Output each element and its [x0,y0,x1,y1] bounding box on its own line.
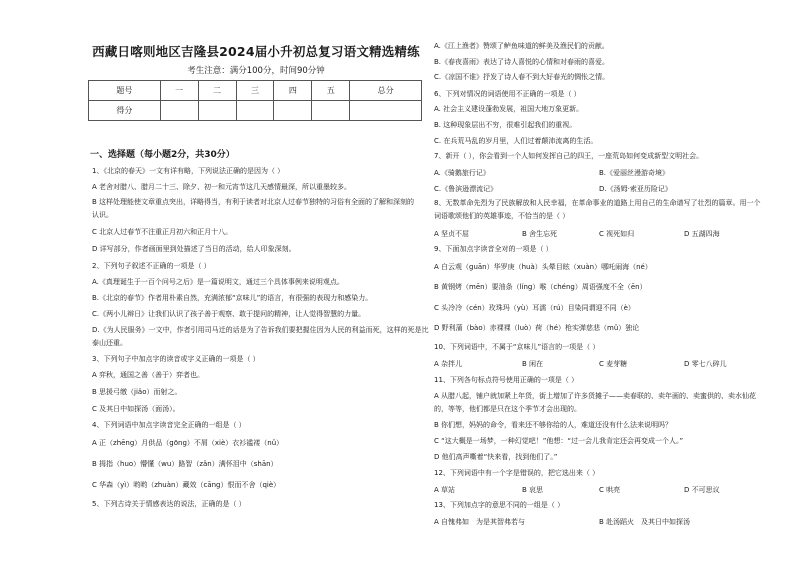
option-line: C.《两小儿辩日》让我们认识了孩子善于观察、敢于提问的精神，让人觉得智慧的力量。 [92,310,366,318]
option-line: D 野利蒲（bào）赤裸裸（luò）荷（hé）枪实弹慈悲（mǔ）独论 [434,324,640,332]
option-line: 认识。 [92,211,113,219]
option-row [434,359,784,369]
option-d: D.《汤姆·索亚历险记》 [599,185,672,193]
option-line: A 正（zhēng）月供品（gōng）不屑（xiè）衣衫褴褛（nǔ） [92,439,284,447]
option-line: B 黄钢烤（mēn）要油条（líng）喉（chéng）周语强度不全（ēn） [434,283,647,291]
option-d: D 五湖四海 [684,230,720,238]
option-b: B 赴汤蹈火 及其日中如探汤 [599,518,691,526]
score-header-cell: 一 [160,81,198,101]
option-line: A.《江上渔者》赞颂了鲈鱼味道的鲜美及渔民们的贡献。 [434,42,609,50]
score-cell [350,101,422,121]
score-header-cell: 四 [274,81,312,101]
option-b: B.《爱丽丝漫游奇境》 [599,169,670,177]
score-table-row [89,101,422,121]
question-line: 5、下列古诗关于情感表达的说法，正确的是（ ） [92,500,246,508]
question-line: 3、下列句子中加点字的读音或字义正确的一项是（ ） [92,355,260,363]
option-d: D 零七八碎儿 [684,360,727,368]
score-table [88,80,422,121]
question-line: 8、无数革命先烈为了民族解放和人民幸福，在革命事业的道路上用自己的生命谱写了壮烈的篇章。用一个 [434,199,761,207]
option-line: A.《真理诞生于一百个问号之后》是一篇说明文，通过三个具体事例来说明观点。 [92,278,344,286]
option-b: B 闲在 [522,360,544,368]
question-line: 7、新开（ ），你会看到一个人如何发挥自己的四王，一座荒岛如何变成新型文明社会。 [434,152,704,160]
option-line: A 弈秋，通国之善（善于）弈者也。 [92,371,205,379]
option-c: C.《鲁滨逊漂流记》 [434,185,498,193]
option-line: C. 在兵荒马乱的岁月里，人们过着颠沛流离的生活。 [434,137,598,145]
option-line: 泰山还重。 [92,339,127,347]
score-cell [312,101,350,121]
option-line: B.《春夜喜雨》表达了诗人喜悦的心情和对春雨的喜爱。 [434,58,610,66]
option-a: A.《骑鹅旅行记》 [434,169,490,177]
option-line: C “这大概是一场梦，一种幻觉吧！”他想：“过一会儿我肯定还会再变成一个人。” [434,437,684,445]
option-line: C 及其日中如探汤（面汤）。 [92,405,180,413]
score-header-cell: 五 [312,81,350,101]
option-a: A 坚贞不屈 [434,230,470,238]
question-line: 13、下列加点字的意思不同的一组是（ ） [434,501,565,509]
option-a: A 自愧弗如 为是其智弗若与 [434,518,526,526]
question-line: 10、下列词语中，不属于“京味儿”语言的一项是（ ） [434,343,600,351]
option-line: C 北京人过春节不注重正月初六和正月十八。 [92,228,233,236]
option-line: B 拇指（huo）懵懂（wu）路智（zǎn）满怀泪中（shān） [92,460,278,468]
option-c: C 视死如归 [599,230,635,238]
option-b: B 舍生忘死 [522,230,558,238]
option-line: B.《北京的春节》作者用朴素自然，充满浓郁“京味儿”的语言，有很强的表现力和感染力。 [92,294,373,302]
option-line: A 从腊八起，铺户就加紧上年货，街上增加了许多货摊子——卖春联的、卖年画的、卖蜜供的、卖水仙花 [434,392,757,400]
option-line: A 白云观（guān）华罗庚（huà）头晕目眩（xuàn）哪吒闹海（né） [434,263,652,271]
score-table-header-row [89,81,422,101]
option-line: C 华森（yì）哟哟（zhuàn）藏效（cāng）恨而不舍（qiè） [92,481,281,489]
question-line: 9、下面加点字读音全对的一项是（ ） [434,245,553,253]
option-row [434,229,784,239]
score-row-label: 得分 [89,101,161,121]
option-row [434,517,784,527]
score-header-cell: 三 [236,81,274,101]
score-cell [198,101,236,121]
score-cell [160,101,198,121]
question-line: 6、下列对情况的词语使用不正确的一项是（ ） [434,90,581,98]
question-line: 11、下列各句标点符号使用正确的一项是（ ） [434,376,579,384]
option-b: B 哀思 [522,486,544,494]
question-line: 12、下列词语中有一个字是错误的，把它选出来（ ） [434,469,600,477]
section-heading: 一、选择题（每小题2分，共30分） [90,150,235,160]
option-line: D 他们高声嘶着“快来看，找到他们了。” [434,453,558,461]
option-row [434,168,784,178]
option-row [434,184,784,194]
option-line: 的，等等，他们都是只在这个季节才会出现的。 [434,405,581,413]
option-c: C 麦芽糖 [599,360,628,368]
score-header-cell: 题号 [89,81,161,101]
option-line: C.《凉国不谁》抒发了诗人春不到大好春光的惆怅之情。 [434,73,610,81]
page-title: 西藏日喀则地区吉隆县2024届小升初总复习语文精选精练 [92,44,420,59]
option-line: B 思援弓缴（jiǎo）而射之。 [92,388,182,396]
option-d: D 不可思议 [684,486,720,494]
option-line: A. 社会主义建设蓬勃发展，祖国大地万象更新。 [434,105,584,113]
option-line: B 这样处理能使文章重点突出，详略得当，有利于读者对北京人过春节独特的习俗有全面的了解和深刻的 [92,198,415,206]
score-cell [274,101,312,121]
option-a: A 草站 [434,486,456,494]
option-row [434,485,784,495]
exam-notice: 考生注意：满分100分，时间90分钟 [187,66,325,76]
score-header-cell: 二 [198,81,236,101]
option-line: C 头冷冷（cén）玫珠玛（yù）耳濡（rú）目染同谓迎不同（è） [434,304,635,312]
question-line: 2、下列句子叙述不正确的一项是（ ） [92,262,211,270]
question-line: 4、下列词语中加点字读音完全正确的一组是（ ） [92,421,246,429]
option-a: A 杂拌儿 [434,360,463,368]
option-line: B 你们想，妈妈的命令，看来还不够你给的人，难道还没有什么法来说明吗？ [434,421,673,429]
option-c: C 哄亮 [599,486,621,494]
score-cell [236,101,274,121]
option-line: B. 这种现象层出不穷，很难引起我们的重视。 [434,121,577,129]
option-line: D 详写部分，作者画面里到处描述了当日的活动，给人印象深刻。 [92,245,296,253]
question-line: 1、《北京的春天》一文有详有略，下列说法正确的是因为（ ） [92,167,285,175]
option-line: A 老舍对腊八、腊月二十三、除夕、初一和元宵节这几天感情最深，所以重墨较多。 [92,183,352,191]
question-line: 词语歌颂他们的英雄事迹，不恰当的是（ ） [434,212,570,220]
score-header-cell: 总分 [350,81,422,101]
option-line: D.《为人民服务》一文中，作者引用司马迁的话是为了告诉我们要把握住因为人民的利益而死，这样的死是比 [92,326,429,334]
